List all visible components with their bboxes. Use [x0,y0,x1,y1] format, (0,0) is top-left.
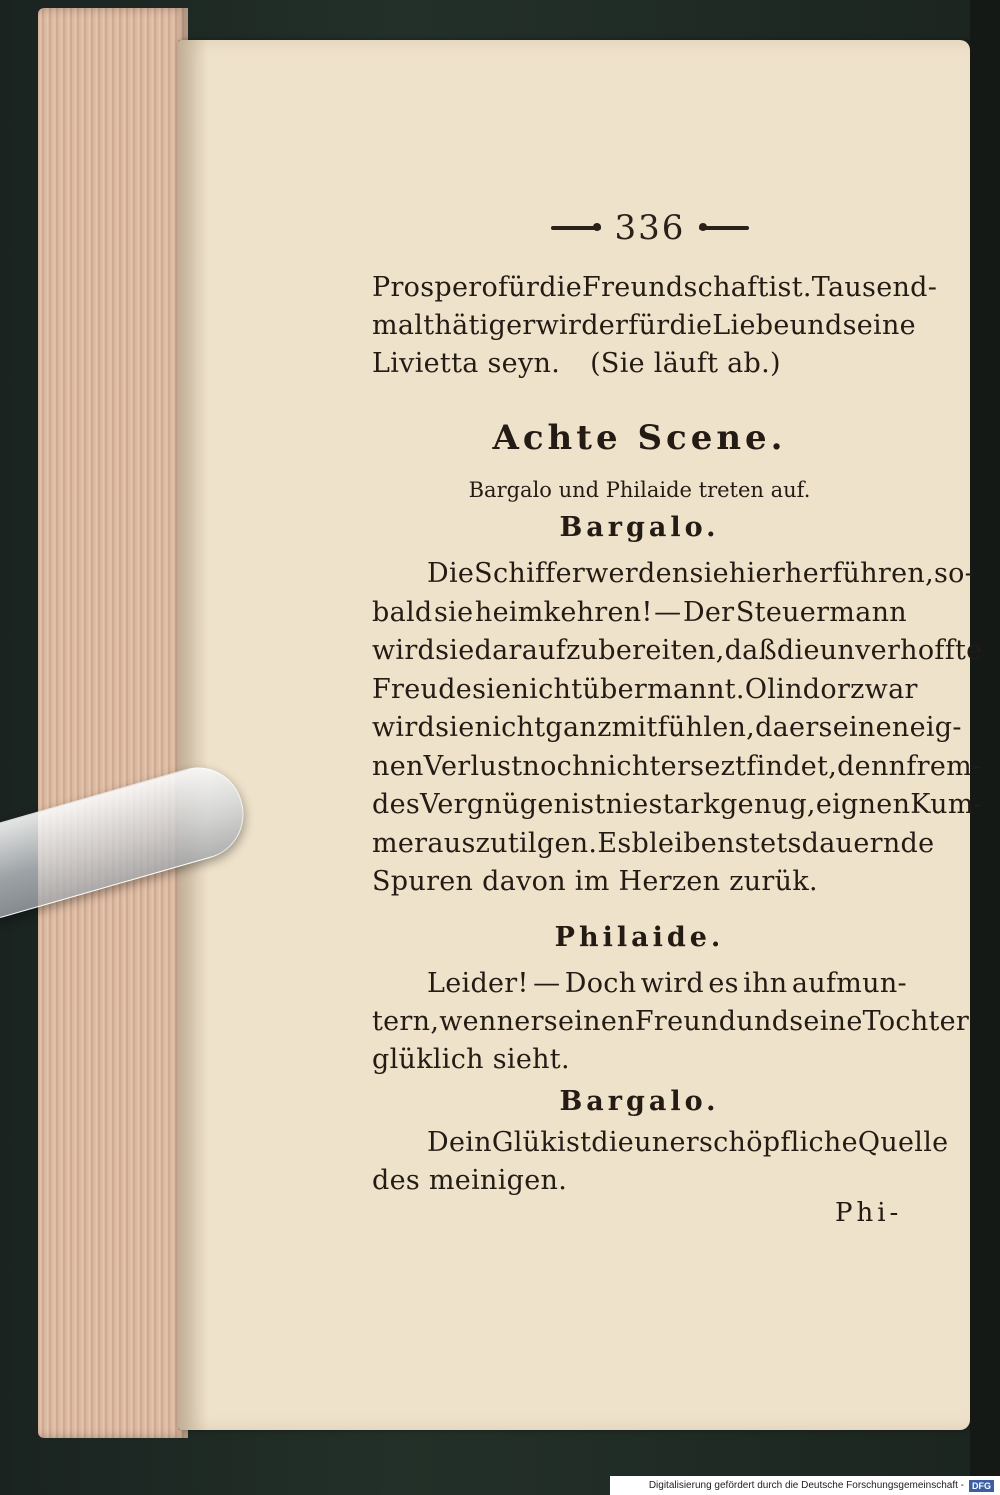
word: Tausend- [811,272,938,303]
word: die [776,635,820,666]
speaker-bargalo: Bargalo. [559,512,720,543]
catchword: Phi- [835,1198,903,1228]
word: Tochter [862,1006,970,1037]
word: die [539,272,583,303]
word: Steuermann [735,596,907,628]
word: ist [571,789,606,820]
word: findet, [746,750,838,782]
word: heimkehren! [474,596,653,628]
stage-direction: Bargalo und Philaide treten auf. [468,478,811,502]
word: Freude [372,673,473,705]
word: Livietta seyn. [372,348,561,379]
text-line [372,310,916,341]
word: Kum- [910,789,984,820]
word: des meinigen. [372,1165,568,1196]
word: nicht [474,712,546,743]
word: nie [605,789,649,820]
word: — [533,968,561,999]
speaker-philaide: Philaide. [554,922,725,953]
word: die [669,310,713,341]
word: nicht [511,673,583,705]
word: auszutilgen. [427,827,598,859]
word: ganz [545,712,612,743]
word: Vergnügen [420,789,572,820]
word: ersezt [660,750,747,782]
text-line [427,1127,949,1158]
word: er [598,310,629,341]
text-line [372,1165,567,1196]
word: Doch [564,968,637,999]
word: es [708,968,739,999]
word: hierher [728,558,833,589]
word: die [591,1127,635,1158]
word: ist [557,1127,592,1158]
text-line [427,968,907,999]
word: stetsdauernde [734,827,935,859]
word: Freundschaft [582,272,769,303]
word: seinen [543,1006,635,1037]
word: Schiffer [474,558,586,589]
word: ist. [768,272,812,303]
word: übermannt. [582,673,745,705]
word: und [789,310,843,341]
word: Leider! [427,968,529,999]
word: seine [842,310,916,341]
word: glüklich sieht. [372,1044,570,1075]
word: zwar [850,673,918,705]
text-line [372,597,907,628]
word: Freund [634,1006,737,1037]
word: zubereiten, [566,635,725,666]
text-line [372,750,982,782]
word: Quelle [857,1127,949,1158]
word: bald [372,596,433,628]
text-line [372,789,984,820]
footer-text: Digitalisierung gefördert durch die Deutsche Forschungsgemeinschaft - [648,1480,964,1491]
text-line [372,1006,970,1037]
word: werden [585,558,690,589]
footer [610,1476,1000,1495]
word: seine [789,1006,863,1037]
word: nen [372,750,424,782]
word: wird [640,968,704,999]
word: — [654,596,682,628]
page-header [520,205,780,251]
word: Verlust [423,750,523,782]
word: Der [682,596,735,628]
spine-shadow [178,40,208,1430]
dfg-logo-icon: DFG [969,1480,994,1492]
word: Prospero [372,272,499,303]
word: führen, [832,558,934,589]
word: nicht [589,750,661,782]
word: eig- [909,712,962,743]
word: stark [648,789,721,820]
right-ornament-icon [699,226,749,230]
word: bleiben [631,827,735,859]
word: genug, [720,789,816,820]
word: wenn [439,1006,515,1037]
word: wird [372,635,436,666]
speaker-bargalo-2: Bargalo. [559,1086,720,1117]
book-page-edges [38,8,188,1438]
text-line [372,866,818,897]
word: des [372,789,421,820]
word: thätiger [423,310,536,341]
word: (Sie läuft ab.) [590,348,781,379]
word: Olindor [744,673,851,705]
text-line [372,827,935,859]
right-margin-dark [970,0,1000,1495]
word: frem- [906,750,982,782]
word: eignen [815,789,911,820]
word: Glük [491,1127,558,1158]
word: sie [435,635,475,666]
word: noch [522,750,590,782]
word: mal [372,310,424,341]
word: und [736,1006,790,1037]
word: Dein [427,1127,492,1158]
word: für [498,272,540,303]
word: er [514,1006,544,1037]
word: Spuren davon im Herzen zurük. [372,866,818,897]
word: darauf [474,635,567,666]
text-line [372,348,781,379]
word: er [789,712,819,743]
word: unerschöpfliche [634,1127,858,1158]
page-number: 336 [614,208,686,248]
left-ornament-icon [551,226,601,230]
word: unverhoffte [819,635,983,666]
word: wird [535,310,599,341]
text-line [372,272,938,303]
word: so- [933,558,975,589]
text-line [427,558,975,589]
word: sie [434,596,474,628]
word: mer [372,827,428,859]
word: sie [472,673,512,705]
word: sie [435,712,475,743]
word: denn [837,750,907,782]
word: wird [372,712,436,743]
word: seinen [818,712,910,743]
word: aufmun- [791,968,907,999]
word: daß [724,635,777,666]
word: Liebe [712,310,790,341]
word: mitfühlen, [611,712,756,743]
word: Die [427,558,475,589]
text-line [372,673,918,705]
word: tern, [372,1006,440,1037]
word: für [628,310,670,341]
word: ihn [743,968,788,999]
word: da [755,712,790,743]
word: Es [597,827,632,859]
text-line [372,635,983,666]
scene-title: Achte Scene. [492,418,787,458]
text-line [372,712,962,743]
text-line [372,1044,570,1075]
word: sie [689,558,729,589]
